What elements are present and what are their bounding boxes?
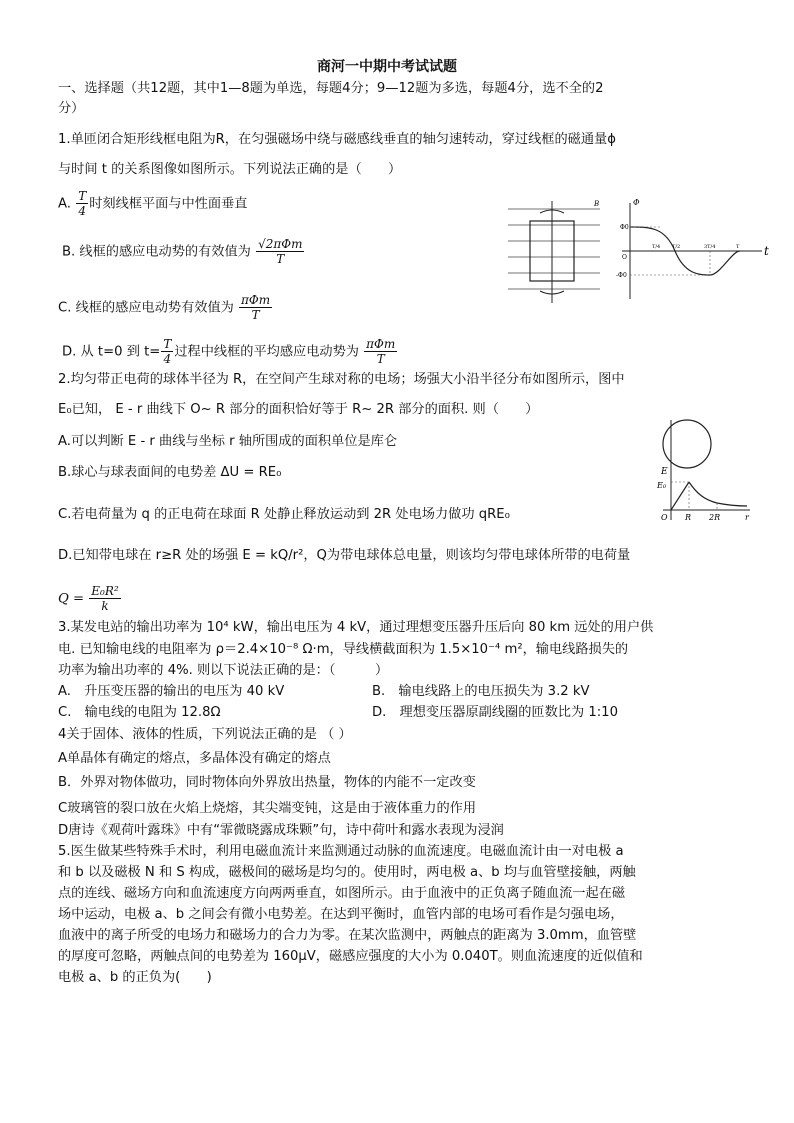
- tick-t: T: [736, 244, 740, 250]
- q1-a-frac-num: T: [78, 189, 87, 203]
- q2-stem-cont: E₀已知， E - r 曲线下 O~ R 部分的面积恰好等于 R~ 2R 部分的面积. 则（ ）: [58, 402, 539, 417]
- e0-label: E₀: [657, 481, 667, 490]
- q5-line-1: 5.医生做某些特殊手术时，利用电磁血流计来监测通过动脉的血流速度。电磁血流计由一对电极 a: [58, 844, 624, 859]
- q1-d-frac1-num: T: [163, 337, 172, 351]
- q1-d-frac2-num: πΦm: [366, 337, 396, 351]
- origin-label: O: [661, 513, 668, 522]
- q4-option-d: D唐诗《观荷叶露珠》中有“霏微晓露成珠颗”句，诗中荷叶和露水表现为浸润: [58, 823, 504, 838]
- q2-option-b: B.球心与球表面间的电势差 ΔU = RE₀: [58, 465, 282, 480]
- q2-option-c: C.若电荷量为 q 的正电荷在球面 R 处静止释放运动到 2R 处电场力做功 qRE₀: [58, 507, 510, 522]
- q2-d-lhs: Q =: [58, 591, 85, 607]
- r-tick-label: R: [685, 513, 692, 522]
- q2-d-frac-den: k: [101, 599, 109, 613]
- e-outside-curve: [689, 482, 747, 506]
- e-inside-line: [671, 482, 689, 510]
- q5-line-7: 电极 a、b 的正负为( ): [58, 970, 212, 985]
- q3-stem: 3.某发电站的输出功率为 10⁴ kW，输出电压为 4 kV，通过理想变压器升压后向 80 km 远处的用户供: [58, 620, 654, 635]
- phi-neg-label: -Φ0: [616, 272, 627, 279]
- q2-option-d: D.已知带电球在 r≥R 处的场强 E = kQ/r²，Q为带电球体总电量，则该均匀带电球体所带的电荷量: [58, 548, 631, 563]
- q1-c-fraction: [239, 293, 272, 322]
- e-axis-label: E: [661, 467, 668, 477]
- q1-d-fraction1: [161, 337, 173, 366]
- tick-3t4: 3T/4: [704, 244, 716, 250]
- q2-figure: [645, 412, 755, 524]
- q1-option-c: [58, 293, 273, 322]
- q1-stem-cont: 与时间 t 的关系图像如图所示。下列说法正确的是（ ）: [58, 162, 402, 177]
- origin-label: O: [622, 254, 627, 261]
- q5-line-2: 和 b 以及磁极 N 和 S 构成，磁极间的磁场是均匀的。使用时，两电极 a、b 均与血管壁接触，两触: [58, 865, 636, 880]
- q1-b-fraction: [256, 237, 304, 266]
- phi-pos-label: Φ0: [620, 224, 629, 231]
- q1-b-text: B. 线框的感应电动势的有效值为: [62, 244, 251, 260]
- q1-figure: [500, 195, 780, 325]
- q1-option-a: [58, 189, 247, 218]
- q1-d-text2: 过程中线框的平均感应电动势为: [174, 344, 359, 360]
- q2-d-frac-num: E₀R²: [91, 584, 119, 598]
- q4-stem: 4关于固体、液体的性质，下列说法正确的是 （ ）: [58, 727, 352, 742]
- q4-option-a: A单晶体有确定的熔点，多晶体没有确定的熔点: [58, 751, 331, 766]
- q2-option-a: A.可以判断 E - r 曲线与坐标 r 轴所围成的面积单位是库仑: [58, 434, 398, 449]
- q1-field-label: B: [594, 200, 600, 208]
- q4-option-c: C玻璃管的裂口放在火焰上烧熔，其尖端变钝，这是由于液体重力的作用: [58, 801, 477, 816]
- q1-option-b: [62, 237, 305, 266]
- q5-line-3: 点的连线、磁场方向和血流速度方向两两垂直，如图所示。由于血液中的正负离子随血流一起在磁: [58, 886, 626, 901]
- q5-line-4: 场中运动，电极 a、b 之间会有微小电势差。在达到平衡时，血管内部的电场可看作是匀强电场，: [58, 907, 624, 922]
- q2-option-d-formula: [58, 584, 122, 613]
- charged-sphere: [663, 420, 711, 468]
- q3-option-b: B. 输电线路上的电压损失为 3.2 kV: [372, 684, 590, 699]
- t-axis-label: t: [764, 244, 769, 258]
- q3-option-a: A. 升压变压器的输出的电压为 40 kV: [58, 684, 285, 699]
- q4-option-b: B．外界对物体做功，同时物体向外界放出热量，物体的内能不一定改变: [58, 775, 476, 790]
- q1-d-frac2-den: T: [376, 352, 385, 366]
- q1-a-fraction: [76, 189, 88, 218]
- tick-t4: T/4: [652, 244, 661, 250]
- flux-graph: [616, 198, 769, 299]
- tick-t2: T/2: [672, 244, 681, 250]
- q1-a-text: 时刻线框平面与中性面垂直: [89, 196, 248, 212]
- two-r-tick-label: 2R: [709, 513, 721, 522]
- q1-option-d: [62, 337, 398, 366]
- q3-stem-cont1: 电. 已知输电线的电阻率为 ρ＝2.4×10⁻⁸ Ω·m，导线横截面积为 1.5×10⁻⁴ m²，输电线路损失的: [58, 642, 629, 657]
- q1-b-frac-den: T: [276, 252, 285, 266]
- q2-d-fraction: [89, 584, 120, 613]
- q3-stem-cont2: 功率为输出功率的 4%. 则以下说法正确的是：（ ）: [58, 663, 389, 678]
- q5-line-6: 的厚度可忽略，两触点间的电势差为 160μV，磁感应强度的大小为 0.040T。则血流速度的近似值和: [58, 949, 643, 964]
- q1-c-frac-num: πΦm: [241, 293, 271, 307]
- q1-a-prefix: A.: [58, 196, 71, 212]
- section-heading: 一、选择题（共12题，其中1—8题为单选，每题4分；9—12题为多选，每题4分，选不全的2: [58, 81, 604, 96]
- section-heading-cont: 分）: [58, 101, 85, 116]
- phi-axis-label: Φ: [633, 198, 640, 207]
- q3-option-d: D. 理想变压器原副线圈的匝数比为 1:10: [372, 705, 618, 720]
- q1-d-fraction2: [364, 337, 397, 366]
- q1-stem: 1.单匝闭合矩形线框电阻为R，在匀强磁场中绕与磁感线垂直的轴匀速转动，穿过线框的磁通量ϕ: [58, 132, 616, 147]
- q1-a-frac-den: 4: [78, 204, 87, 218]
- q3-option-c: C. 输电线的电阻为 12.8Ω: [58, 705, 221, 720]
- q1-d-frac1-den: 4: [163, 352, 172, 366]
- page-title: 商河一中期中考试试题: [317, 59, 457, 75]
- q1-c-frac-den: T: [251, 308, 260, 322]
- q1-b-frac-num: √2πΦm: [258, 237, 303, 251]
- q5-line-5: 血液中的离子所受的电场力和磁场力的合力为零。在某次监测中，两触点的距离为 3.0mm，血管壁: [58, 928, 637, 943]
- q2-stem: 2.均匀带正电荷的球体半径为 R，在空间产生球对称的电场；场强大小沿半径分布如图所示，图中: [58, 372, 625, 387]
- q1-d-text1: D. 从 t=0 到 t=: [62, 344, 161, 360]
- r-axis-label: r: [745, 513, 749, 522]
- q1-c-text: C. 线框的感应电动势有效值为: [58, 300, 234, 316]
